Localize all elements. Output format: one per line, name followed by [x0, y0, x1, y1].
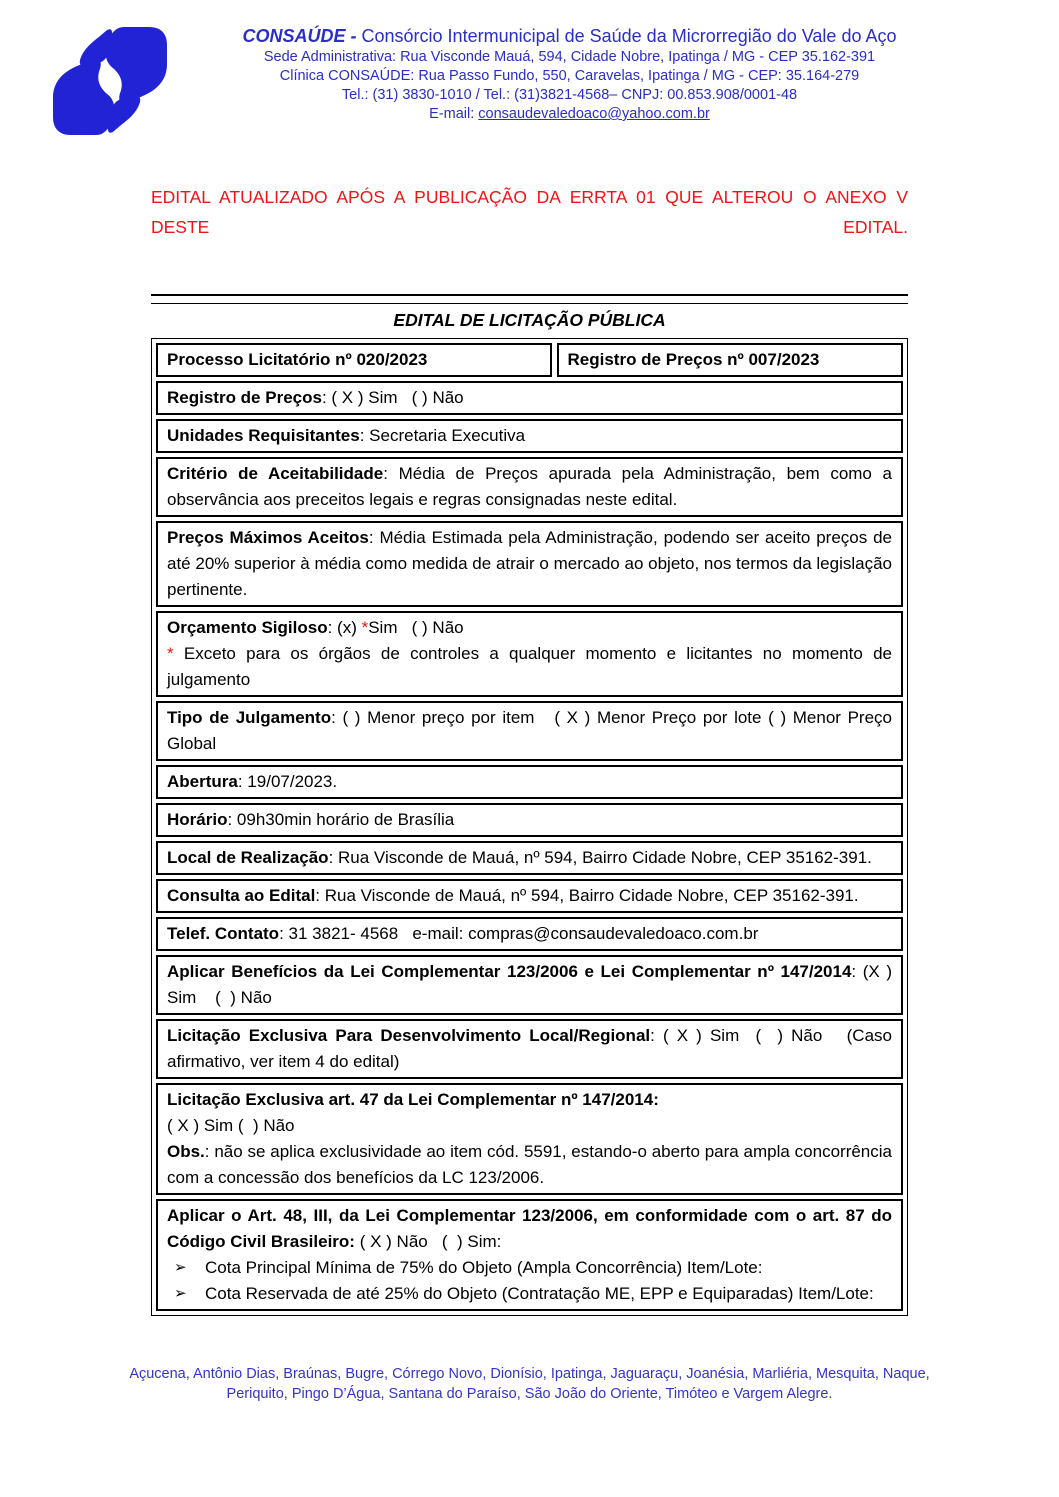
row-label: Aplicar Benefícios da Lei Complementar 123/2006 e Lei Complementar nº 147/2014 [167, 962, 852, 981]
row-label: Telef. Contato [167, 924, 280, 943]
table-row-abertura [156, 765, 903, 799]
row-value: : Média Estimada pela Administração, podendo ser aceito preços de até 20% superior à média como medida de atrair o mercado ao objeto, nos termos da legislação pertinente. [167, 528, 892, 599]
table-row-tipo-julgamento [156, 701, 903, 761]
art47-choice-line: ( X ) Sim ( ) Não [167, 1116, 295, 1135]
registro-precos-cell [557, 343, 904, 377]
row-value: : Média de Preços apurada pela Administração, bem como a observância aos preceitos legais e regras consignadas neste edital. [167, 464, 892, 509]
consaude-logo-icon [49, 25, 171, 137]
art48-bullet-1 [167, 1255, 892, 1281]
arrow-bullet-icon: ➢ [174, 1285, 187, 1302]
orcamento-note-line [167, 641, 892, 693]
table-row-exclusiva-local [156, 1019, 903, 1079]
row-value-pre: : (x) [327, 618, 362, 637]
org-name [120, 24, 1019, 48]
letterhead [0, 0, 1059, 142]
row-value: : Rua Visconde de Mauá, nº 594, Bairro Cidade Nobre, CEP 35162-391. [328, 848, 872, 867]
table-row-beneficios-lc123 [156, 955, 903, 1015]
table-row-criterio [156, 457, 903, 517]
art48-title-line [167, 1203, 892, 1255]
table-row-registro [156, 381, 903, 415]
row-value: : ( ) Menor preço por item ( X ) Menor Preço por lote ( ) Menor Preço Global [167, 708, 892, 753]
email-line [120, 105, 1019, 124]
address-line-1: Sede Administrativa: Rua Visconde Mauá, 594, Cidade Nobre, Ipatinga / MG - CEP 35.162-391 [263, 49, 876, 65]
row-label: Horário [167, 810, 228, 829]
asterisk-mark: * [361, 618, 369, 637]
double-rule [151, 294, 908, 304]
row-value: : 09h30min horário de Brasília [227, 810, 455, 829]
row-value: ( X ) Não ( ) Sim: [354, 1232, 502, 1251]
arrow-bullet-icon: ➢ [174, 1259, 187, 1276]
row-label: Orçamento Sigiloso [167, 618, 328, 637]
art48-bullet-2 [167, 1281, 892, 1307]
row-value: : 19/07/2023. [237, 772, 338, 791]
table-row-processo [156, 343, 903, 377]
registro-precos-number: Registro de Preços nº 007/2023 [567, 350, 820, 369]
row-value: : ( X ) Sim ( ) Não [321, 388, 464, 407]
table-row-horario [156, 803, 903, 837]
table-row-orcamento-sigiloso [156, 611, 903, 697]
table-row-exclusiva-art47 [156, 1083, 903, 1195]
table-row-consulta-edital [156, 879, 903, 913]
table-row-local-realizacao [156, 841, 903, 875]
row-label: Tipo de Julgamento [167, 708, 332, 727]
table-title: EDITAL DE LICITAÇÃO PÚBLICA [393, 310, 666, 330]
obs-text: : não se aplica exclusividade ao item cód. 5591, estando-o aberto para ampla concorrência com a concessão dos benefícios da LC 123/2006. [167, 1142, 892, 1187]
orcamento-choice-line [167, 615, 892, 641]
org-abbrev: CONSAÚDE - [242, 26, 357, 46]
row-label: Registro de Preços [167, 388, 322, 407]
processo-number: Processo Licitatório nº 020/2023 [167, 350, 428, 369]
row-value: : Rua Visconde de Mauá, nº 594, Bairro Cidade Nobre, CEP 35162-391. [315, 886, 859, 905]
row-value: : (X ) Sim ( ) Não [167, 962, 892, 1007]
row-label: Unidades Requisitantes [167, 426, 360, 445]
phone-cnpj-line: Tel.: (31) 3830-1010 / Tel.: (31)3821-4568– CNPJ: 00.853.908/0001-48 [341, 87, 798, 103]
art47-title-line [167, 1087, 892, 1113]
row-label: Licitação Exclusiva Para Desenvolvimento Local/Regional [167, 1026, 651, 1045]
art47-obs-line [167, 1139, 892, 1191]
bullet-text: Cota Principal Mínima de 75% do Objeto (Ampla Concorrência) Item/Lote: [205, 1258, 763, 1277]
row-label: Preços Máximos Aceitos [167, 528, 369, 547]
row-label: Aplicar o Art. 48, III, da Lei Complementar 123/2006, em conformidade com o art. 87 do Código Civil Brasileiro: [167, 1206, 892, 1251]
edital-table [151, 294, 908, 1316]
table-row-unidades [156, 419, 903, 453]
table-row-telefone-contato [156, 917, 903, 951]
row-label: Licitação Exclusiva art. 47 da Lei Complementar nº 147/2014: [167, 1090, 659, 1109]
note-text: Exceto para os órgãos de controles a qualquer momento e licitantes no momento de julgamento [167, 644, 892, 689]
footer-municipalities: Açucena, Antônio Dias, Braúnas, Bugre, Córrego Novo, Dionísio, Ipatinga, Jaguaraçu, Joanésia, Marliéria, Mesquita, Naque, Periquito, Pingo D’Água, Santana do Paraíso, São João do Oriente, Timóteo e Vargem Alegre. [129, 1366, 930, 1402]
asterisk-mark: * [167, 644, 174, 663]
org-full-name: Consórcio Intermunicipal de Saúde da Microrregião do Vale do Aço [356, 26, 897, 46]
obs-label: Obs. [167, 1142, 205, 1161]
processo-cell [156, 343, 552, 377]
table-body [151, 338, 908, 1316]
row-value: : Secretaria Executiva [359, 426, 526, 445]
errata-notice: EDITAL ATUALIZADO APÓS A PUBLICAÇÃO DA ERRTA 01 QUE ALTEROU O ANEXO V DESTE EDITAL. [151, 187, 908, 237]
row-value: : ( X ) Sim ( ) Não (Caso afirmativo, ver item 4 do edital) [167, 1026, 892, 1071]
row-value: : 31 3821- 4568 e-mail: compras@consaudevaledoaco.com.br [279, 924, 759, 943]
table-row-art48 [156, 1199, 903, 1311]
row-label: Local de Realização [167, 848, 329, 867]
email-link[interactable]: consaudevaledoaco@yahoo.com.br [478, 106, 710, 122]
row-label: Critério de Aceitabilidade [167, 464, 384, 483]
table-row-precos-maximos [156, 521, 903, 607]
row-label: Consulta ao Edital [167, 886, 316, 905]
bullet-text: Cota Reservada de até 25% do Objeto (Contratação ME, EPP e Equiparadas) Item/Lote: [205, 1284, 874, 1303]
address-line-2: Clínica CONSAÚDE: Rua Passo Fundo, 550, Caravelas, Ipatinga / MG - CEP: 35.164-279 [279, 68, 860, 84]
email-label: E-mail: [429, 106, 479, 122]
row-value-post: Sim ( ) Não [368, 618, 464, 637]
row-label: Abertura [167, 772, 238, 791]
